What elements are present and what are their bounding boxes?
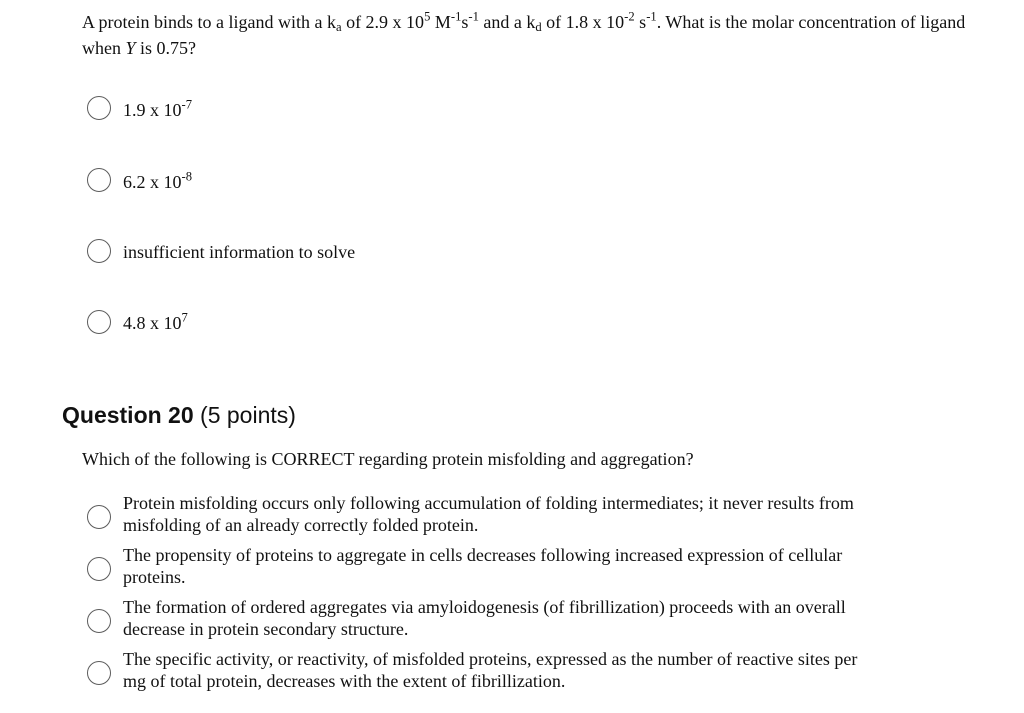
q19-option-3-radio[interactable]	[87, 239, 111, 263]
option-exponent: -7	[181, 97, 192, 112]
q19-option-4-label[interactable]	[123, 312, 188, 334]
prompt-text: of 1.8 x 10	[541, 12, 625, 32]
option-text: insufficient information to solve	[123, 242, 356, 262]
option-line: mg of total protein, decreases with the extent of fibrillization.	[123, 671, 566, 691]
ka-exponent: 5	[424, 9, 431, 24]
q20-option-2-radio[interactable]	[87, 557, 111, 581]
q20-option-4-label[interactable]	[123, 648, 973, 692]
q19-option-1-label[interactable]	[123, 99, 192, 121]
q19-option-4-radio[interactable]	[87, 310, 111, 334]
prompt-text: s	[634, 12, 647, 32]
prompt-text: s	[461, 12, 469, 32]
kd-exponent: -2	[624, 9, 635, 24]
ka-subscript: a	[335, 20, 342, 35]
kd-subscript: d	[535, 20, 542, 35]
option-line: The specific activity, or reactivity, of misfolded proteins, expressed as the number of reactive sites per	[123, 649, 858, 669]
question-19-prompt	[82, 9, 982, 61]
q19-option-2-radio[interactable]	[87, 168, 111, 192]
prompt-text: of 2.9 x 10	[341, 12, 425, 32]
option-line: Protein misfolding occurs only following accumulation of folding intermediates; it never results from	[123, 493, 854, 513]
q19-option-3-label[interactable]	[123, 241, 355, 263]
option-line: The propensity of proteins to aggregate in cells decreases following increased expression of cellular	[123, 545, 843, 565]
question-title: Question 20	[62, 402, 194, 428]
option-line: proteins.	[123, 567, 186, 587]
option-text: 6.2 x 10	[123, 172, 182, 192]
prompt-text: A protein binds to a ligand with a k	[82, 12, 336, 32]
q20-option-3-label[interactable]	[123, 596, 973, 640]
q20-option-4-radio[interactable]	[87, 661, 111, 685]
y-variable: Y	[125, 38, 136, 58]
question-20-header	[62, 400, 296, 430]
prompt-text: . What is the molar concentration of ligand when	[82, 12, 966, 58]
prompt-text: M	[430, 12, 451, 32]
option-line: decrease in protein secondary structure.	[123, 619, 409, 639]
s-exponent: -1	[646, 9, 657, 24]
q19-option-2-label[interactable]	[123, 171, 192, 193]
question-20-prompt: Which of the following is CORRECT regarding protein misfolding and aggregation?	[82, 449, 694, 469]
option-line: The formation of ordered aggregates via amyloidogenesis (of fibrillization) proceeds with an overall	[123, 597, 846, 617]
option-exponent: 7	[181, 310, 188, 325]
s-exponent: -1	[468, 9, 479, 24]
option-text: 1.9 x 10	[123, 100, 182, 120]
q20-option-3-radio[interactable]	[87, 609, 111, 633]
prompt-text: is 0.75?	[135, 38, 197, 58]
q20-option-2-label[interactable]	[123, 544, 973, 588]
option-line: misfolding of an already correctly folded protein.	[123, 515, 479, 535]
q19-option-1-radio[interactable]	[87, 96, 111, 120]
q20-option-1-label[interactable]	[123, 492, 973, 536]
prompt-text: and a k	[478, 12, 536, 32]
option-text: 4.8 x 10	[123, 313, 182, 333]
m-exponent: -1	[450, 9, 462, 24]
option-exponent: -8	[181, 169, 192, 184]
q20-option-1-radio[interactable]	[87, 505, 111, 529]
question-points: (5 points)	[200, 402, 296, 428]
